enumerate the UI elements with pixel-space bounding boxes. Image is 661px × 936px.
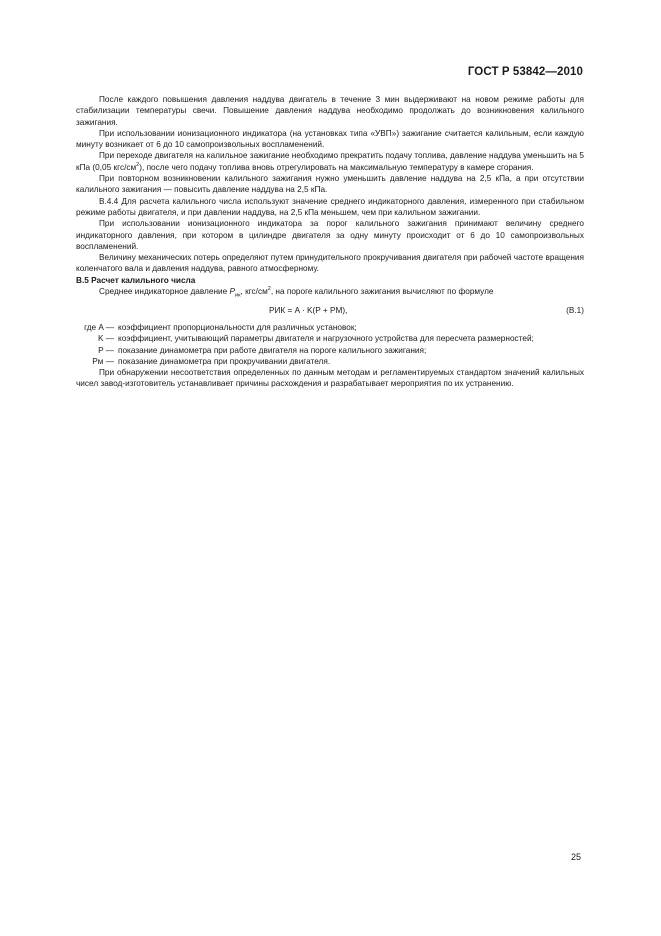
symbol-p: P: [229, 287, 236, 297]
section-heading: В.5 Расчет калильного числа: [76, 275, 196, 285]
definition-symbol: P —: [98, 345, 114, 355]
definition-item: [76, 345, 584, 356]
definition-item: [76, 356, 584, 367]
definition-text: коэффициент, учитывающий параметры двигателя и нагрузочного устройства для пересчета размерностей;: [118, 334, 534, 344]
definitions-list: [76, 322, 584, 367]
paragraph: Величину механических потерь определяют путем принудительного прокручивания двигателя при рабочей частоте вращения коленчатого вала и давления наддува, равного атмосферному.: [76, 253, 584, 274]
definition-text: коэффициент пропорциональности для различных установок;: [118, 322, 357, 332]
definition-item: [76, 322, 584, 333]
intro-text: , кгс/см: [240, 287, 268, 297]
paragraph: После каждого повышения давления наддува двигатель в течение 3 мин выдерживают на новом режиме работы для стабилизации температуры свечи. Повышение давления наддува необходимо продолжать до возникновения калильного зажигания.: [76, 95, 584, 127]
definition-text: показание динамометра при прокручивании двигателя.: [118, 356, 331, 366]
document-body: [76, 94, 584, 390]
formula-number: (В.1): [566, 305, 584, 315]
paragraph-text: При переходе двигателя на калильное зажигание необходимо прекратить подачу топлива, давление наддува уменьшить на 5 кПа (0,05 кгс/см: [76, 151, 584, 172]
definition-symbol: где A —: [84, 322, 114, 332]
paragraph: [76, 150, 584, 173]
formula-intro: [76, 286, 584, 302]
intro-text: , на пороге калильного зажигания вычисляют по формуле: [270, 287, 494, 297]
closing-paragraph: При обнаружении несоответствия определенных по данным методам и регламентируемых стандартом значений калильных чисел завод-изготовитель устанавливает причины расхождения и разрабатывает мероприятия по их устранению.: [76, 368, 584, 389]
paragraph: При повторном возникновении калильного зажигания нужно уменьшить давление наддува на 2,5 кПа, а при отсутствии калильного зажигания — повысить давление наддува на 2,5 кПа.: [76, 174, 584, 195]
document-header: ГОСТ Р 53842—2010: [467, 66, 583, 78]
paragraph: При использовании ионизационного индикатора (на установках типа «УВП») зажигание считается калильным, если каждую минуту возникает от 6 до 10 самопроизвольных воспламенений.: [76, 128, 584, 150]
formula: PИК = A · K(P + PМ),: [269, 305, 348, 315]
intro-text: Среднее индикаторное давление: [99, 287, 230, 297]
definition-symbol: Pм —: [92, 356, 114, 366]
paragraph: В.4.4 Для расчета калильного числа используют значение среднего индикаторного давления, измеренного при стабильном режиме работы двигателя, и при давлении наддува, на 2,5 кПа меньшем, чем при калильном зажигании.: [76, 196, 584, 217]
definition-symbol: K —: [97, 334, 114, 344]
superscript: 2: [136, 161, 140, 168]
formula-row: [76, 305, 584, 318]
definition-item: [76, 333, 584, 344]
page-number: 25: [570, 852, 581, 862]
paragraph: При использовании ионизационного индикатора за порог калильного зажигания принимают величину среднего индикаторного давления, при котором в цилиндре двигателя за одну минуту происходит от 6 до 10 самопроизвольных воспламенений.: [76, 219, 584, 251]
definition-text: показание динамометра при работе двигателя на пороге калильного зажигания;: [118, 345, 427, 355]
subscript: ик: [235, 292, 241, 299]
paragraph-text: ), после чего подачу топлива вновь отрегулировать на максимальную температуру в камере сгорания.: [139, 162, 534, 172]
superscript: 2: [267, 286, 271, 293]
